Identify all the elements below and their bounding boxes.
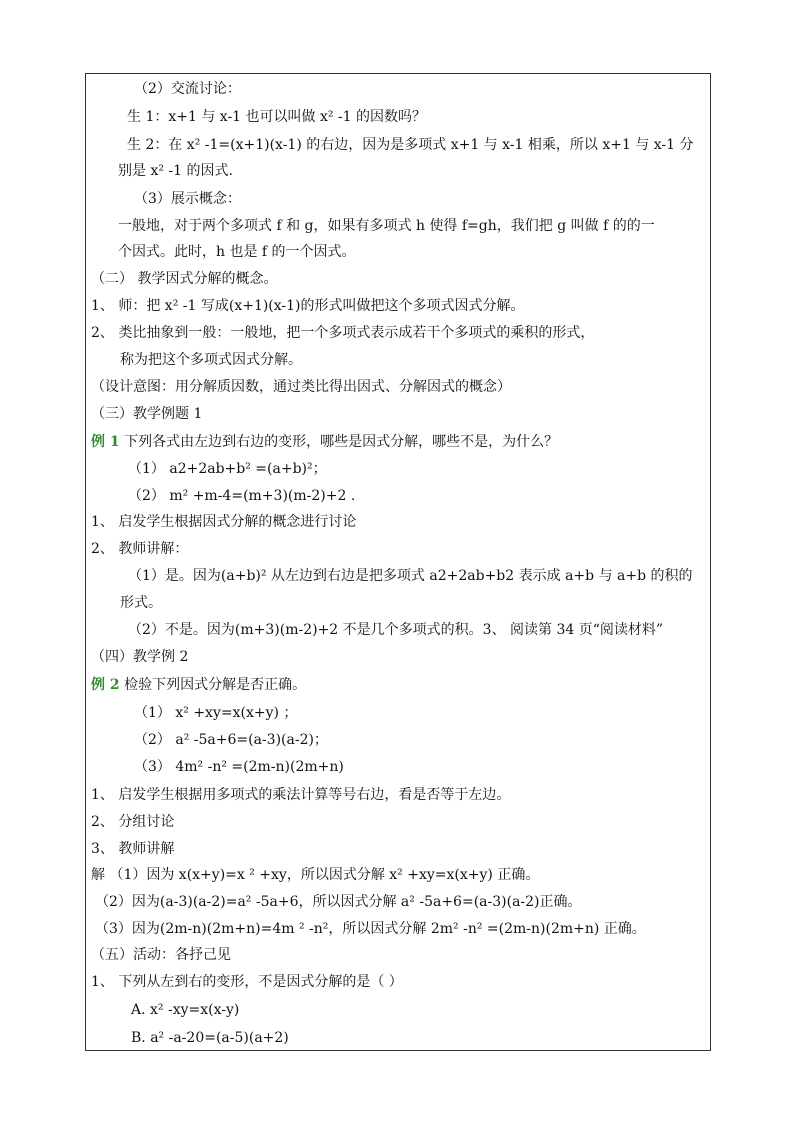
text-line (95, 893, 582, 911)
line-text: 检验下列因式分解是否正确。 (119, 677, 307, 693)
text-line (91, 513, 356, 531)
text-line (128, 487, 355, 505)
line-text: 3、 教师讲解 (91, 841, 175, 857)
text-line (120, 594, 162, 612)
line-text: 下列各式由左边到右边的变形，哪些是因式分解，哪些不是，为什么？ (119, 434, 559, 450)
text-line (91, 540, 188, 558)
text-line (118, 162, 233, 180)
line-text: （3） 4m² -n² =(2m-n)(2m+n) (134, 759, 344, 775)
line-text: （1） a2+2ab+b² =(a+b)²； (128, 461, 327, 477)
text-line (91, 786, 510, 804)
line-text: 1、 启发学生根据因式分解的概念进行讨论 (91, 514, 357, 530)
text-line (91, 813, 174, 831)
text-line (118, 243, 356, 261)
line-text: 形式。 (120, 595, 162, 611)
line-text: （2）交流讨论： (134, 81, 241, 97)
text-line (91, 866, 539, 884)
text-line (134, 704, 297, 722)
text-line (128, 621, 663, 639)
text-line (91, 433, 558, 451)
line-text: 1、 下列从左到右的变形，不是因式分解的是（ ） (91, 974, 403, 990)
text-line (91, 270, 277, 288)
line-text: 称为把这个多项式因式分解。 (120, 352, 302, 368)
example-label: 例 1 (91, 434, 120, 450)
text-line (118, 217, 655, 235)
text-line (131, 1001, 239, 1019)
text-line (91, 676, 306, 694)
text-line (120, 351, 302, 369)
line-text: 解 （1）因为 x(x+y)=x ² +xy，所以因式分解 x² +xy=x(x+y) 正确。 (91, 867, 540, 883)
line-text: 2、 分组讨论 (91, 814, 175, 830)
line-text: B. a² -a-20=(a-5)(a+2) (131, 1030, 289, 1046)
line-text: （二） 教学因式分解的概念。 (91, 271, 278, 287)
line-text: （2） a² -5a+6=(a-3)(a-2)； (134, 732, 328, 748)
line-text: （设计意图：用分解质因数，通过类比得出因式、分解因式的概念） (91, 379, 511, 395)
text-line (91, 840, 174, 858)
text-line (128, 460, 327, 478)
text-line (127, 136, 694, 154)
line-text: （2）不是。因为(m+3)(m-2)+2 不是几个多项式的积。3、 阅读第 34 页“阅读材料” (128, 622, 664, 638)
text-line (91, 973, 403, 991)
line-text: 2、 教师讲解： (91, 541, 189, 557)
line-text: （四）教学例 2 (91, 649, 189, 665)
line-text: 个因式。此时，h 也是 f 的一个因式。 (118, 244, 356, 260)
text-line (91, 946, 231, 964)
line-text: （1） x² +xy=x(x+y) ； (134, 705, 298, 721)
line-text: 别是 x² -1 的因式. (118, 163, 233, 179)
line-text: （3）展示概念： (134, 191, 241, 207)
text-line (134, 758, 344, 776)
line-text: （3）因为(2m-n)(2m+n)=4m ² -n²，所以因式分解 2m² -n² =(2m-n)(2m+n) 正确。 (95, 921, 646, 937)
text-line (91, 378, 511, 396)
line-text: 一般地，对于两个多项式 f 和 g，如果有多项式 h 使得 f=gh，我们把 g 叫做 f 的的一 (118, 218, 655, 234)
line-text: 1、 启发学生根据用多项式的乘法计算等号右边，看是否等于左边。 (91, 787, 511, 803)
text-line (127, 108, 426, 126)
line-text: （2）因为(a-3)(a-2)=a² -5a+6，所以因式分解 a² -5a+6=(a-3)(a-2)正确。 (95, 894, 582, 910)
text-line (131, 1029, 289, 1047)
line-text: （2） m² +m-4=(m+3)(m-2)+2 . (128, 488, 356, 504)
text-line (91, 324, 594, 342)
line-text: 1、 师：把 x² -1 写成(x+1)(x-1)的形式叫做把这个多项式因式分解。 (91, 298, 525, 314)
line-text: 生 1：x+1 与 x-1 也可以叫做 x² -1 的因数吗？ (127, 109, 427, 125)
text-line (134, 190, 241, 208)
line-text: A. x² -xy=x(x-y) (131, 1002, 240, 1018)
text-line (134, 80, 241, 98)
text-line (91, 297, 525, 315)
line-text: （五）活动：各抒己见 (91, 947, 231, 963)
line-text: （1）是。因为(a+b)² 从左边到右边是把多项式 a2+2ab+b2 表示成 a+b 与 a+b 的积的 (128, 568, 693, 584)
line-text: 生 2：在 x² -1=(x+1)(x-1) 的右边，因为是多项式 x+1 与 x-1 相乘，所以 x+1 与 x-1 分 (127, 137, 694, 153)
text-line (91, 405, 202, 423)
line-text: （三）教学例题 1 (91, 406, 203, 422)
example-label: 例 2 (91, 677, 120, 693)
text-line (134, 731, 328, 749)
text-line (91, 648, 188, 666)
line-text: 2、 类比抽象到一般：一般地，把一个多项式表示成若干个多项式的乘积的形式， (91, 325, 595, 341)
text-line (95, 920, 646, 938)
text-line (128, 567, 693, 585)
